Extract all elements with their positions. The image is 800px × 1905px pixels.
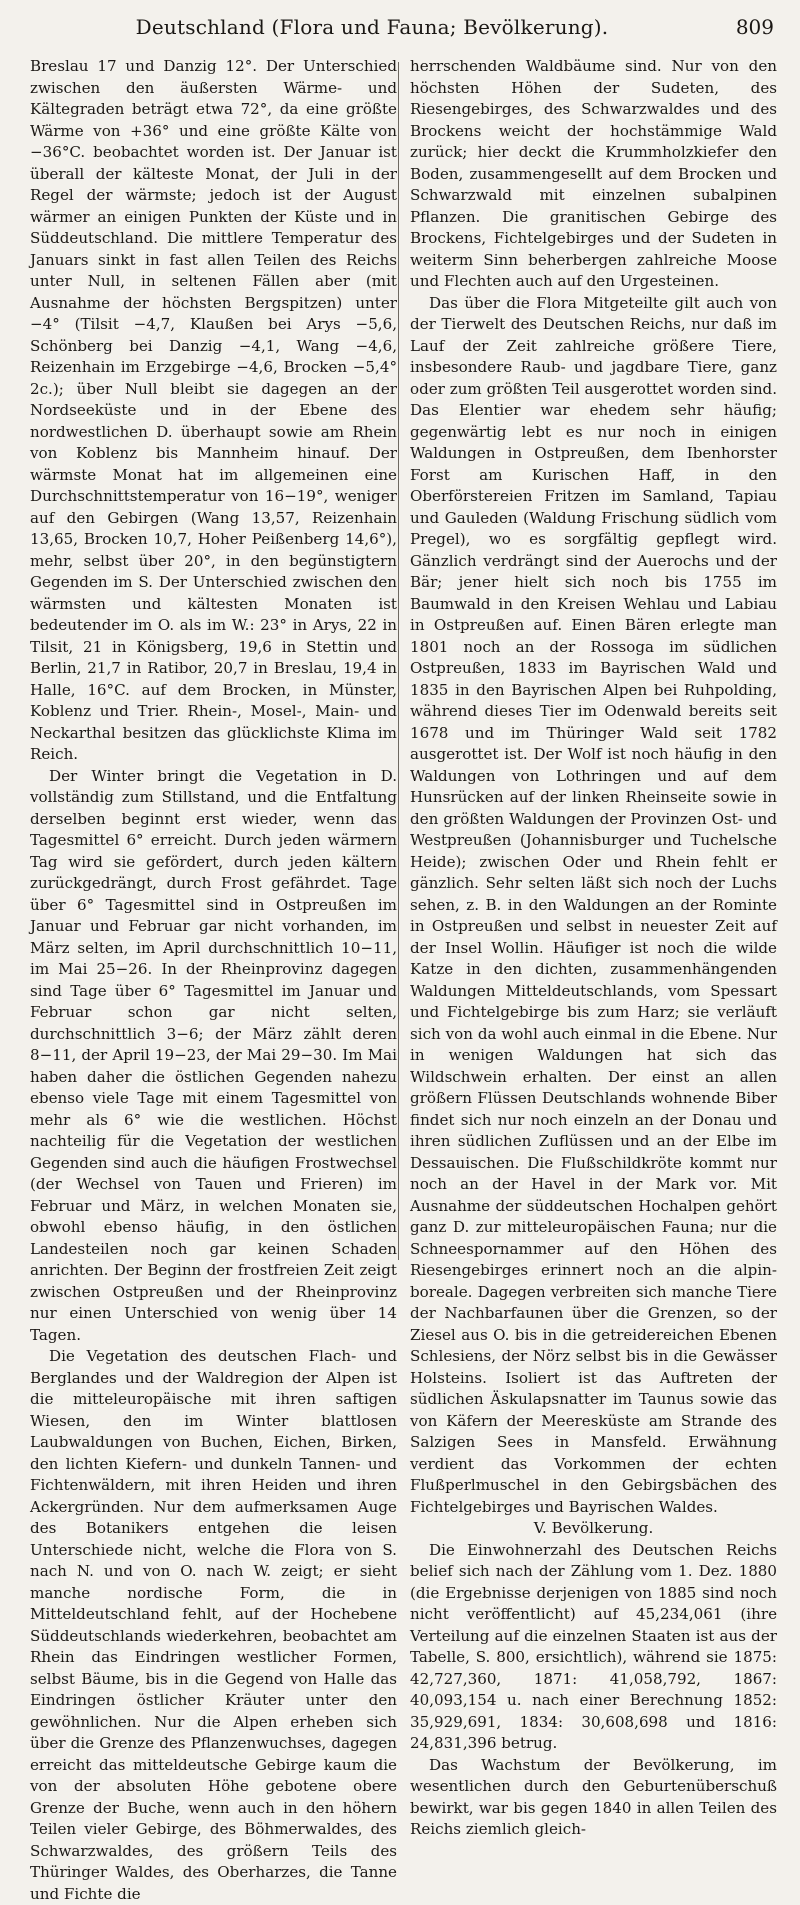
running-head (30, 10, 774, 44)
paragraph-forest-heights: herrschenden Waldbäume sind. Nur von den höchsten Höhen der Sudeten, des Riesengebirges, des Schwarzwaldes und des Brockens weicht der hochstämmige Wald zurück; hier deckt die Krummholzkiefer den Boden, zusammengesellt auf dem Brocken und Schwarzwald mit einzelnen subalpinen Pflanzen. Die granitischen Gebirge des Brockens, Fichtelgebirges und der Sudeten in weiterm Sinn beherbergen zahlreiche Moose und Flechten auch auf den Urgesteinen. (410, 57, 777, 290)
paragraph-climate-temperature: Breslau 17 und Danzig 12°. Der Unterschied zwischen den äußersten Wärme- und Kältegraden beträgt etwa 72°, da eine größte Wärme von +36° und eine größte Kälte von −36°C. beobachtet worden ist. Der Januar ist überall der kälteste Monat, der Juli in der Regel der wärmste; jedoch ist der August wärmer an einigen Punkten der Küste und in Süddeutschland. Die mittlere Temperatur des Januars sinkt in fast allen Teilen des Reichs unter Null, in seltenen Fällen aber (mit Ausnahme der höchsten Bergspitzen) unter −4° (Tilsit −4,7, Klaußen bei Arys −5,6, Schönberg bei Danzig −4,1, Wang −4,6, Reizenhain im Erzgebirge −4,6, Brocken −5,4° 2c.); über Null bleibt sie dagegen an der Nordseeküste und in der Ebene des nordwestlichen D. überhaupt sowie am Rhein von Koblenz bis Mannheim hinauf. Der wärmste Monat hat im allgemeinen eine Durchschnittstemperatur von 16−19°, weniger auf den Gebirgen (Wang 13,57, Reizenhain 13,65, Brocken 10,7, Hoher Peißenberg 14,6°), mehr, selbst über 20°, in den begünstigtern Gegenden im S. Der Unterschied zwischen den wärmsten und kältesten Monaten ist bedeutender im O. als im W.: 23° in Arys, 22 in Tilsit, 21 in Königsberg, 19,6 in Stettin und Berlin, 21,7 in Ratibor, 20,7 in Breslau, 19,4 in Halle, 16°C. auf dem Brocken, in Münster, Koblenz und Trier. Rhein-, Mosel-, Main- und Neckarthal besitzen das glücklichste Klima im Reich. (30, 57, 397, 763)
paragraph-flora: Die Vegetation des deutschen Flach- und Berglandes und der Waldregion der Alpen ist die mitteleuropäische mit ihren saftigen Wiesen, den im Winter blattlosen Laubwaldungen von Buchen, Eichen, Birken, den lichten Kiefern- und dunkeln Tannen- und Fichtenwäldern, mit ihren Heiden und ihren Ackergründen. Nur dem aufmerksamen Auge des Botanikers entgehen die leisen Unterschiede nicht, welche die Flora von S. nach N. und von O. nach W. zeigt; er sieht manche nordische Form, die in Mitteldeutschland fehlt, auf der Hochebene Süddeutschlands wiederkehren, beobachtet am Rhein das Eindringen westlicher Formen, selbst Bäume, bis in die Gegend von Halle das Eindringen östlicher Kräuter unter den gewöhnlichen. Nur die Alpen erheben sich über die Grenze des Pflanzenwuchses, dagegen erreicht das mitteldeutsche Gebirge kaum die von der absoluten Höhe gebotene obere Grenze der Buche, wenn auch in den höhern Teilen vieler Gebirge, des Böhmerwaldes, des Schwarzwaldes, des größern Teils des Thüringer Waldes, des Oberharzes, die Tanne und Fichte die (30, 1347, 397, 1903)
paragraph-population-count: Die Einwohnerzahl des Deutschen Reichs belief sich nach der Zählung vom 1. Dez. 1880 (die Ergebnisse derjenigen von 1885 sind noch nicht veröffentlicht) auf 45,234,061 (ihre Verteilung auf die einzelnen Staaten ist aus der Tabelle, S. 800, ersichtlich), während sie 1875: 42,727,360, 1871: 41,058,792, 1867: 40,093,154 u. nach einer Berechnung 1852: 35,929,691, 1834: 30,608,698 und 1816: 24,831,396 betrug. (410, 1540, 777, 1752)
page-title: Deutschland (Flora und Fauna; Bevölkerung). (135, 15, 609, 39)
paragraph-fauna: Das über die Flora Mitgeteilte gilt auch von der Tierwelt des Deutschen Reichs, nur daß im Lauf der Zeit zahlreiche größere Tiere, insbesondere Raub- und jagdbare Tiere, ganz oder zum größten Teil ausgerottet worden sind. Das Elentier war ehedem sehr häufig; gegenwärtig lebt es nur noch in einigen Waldungen in Ostpreußen, dem Ibenhorster Forst am Kurischen Haff, in den Oberförstereien Fritzen im Samland, Tapiau und Gauleden (Waldung Frischung südlich vom Pregel), wo es sorgfältig gepflegt wird. Gänzlich verdrängt sind der Auerochs und der Bär; jener hielt sich noch bis 1755 im Baumwald in den Kreisen Wehlau und Labiau in Ostpreußen auf. Einen Bären erlegte man 1801 noch an der Rossoga im südlichen Ostpreußen, 1833 im Bayrischen Wald und 1835 in den Bayrischen Alpen bei Ruhpolding, während dieses Tier im Odenwald bereits seit 1678 und im Thüringer Wald seit 1782 ausgerottet ist. Der Wolf ist noch häufig in den Waldungen von Lothringen und auf dem Hunsrücken auf der linken Rheinseite sowie in den größten Waldungen der Provinzen Ost- und Westpreußen (Johannisburger und Tuchelsche Heide); zwischen Oder und Rhein fehlt er gänzlich. Sehr selten läßt sich noch der Luchs sehen, z. B. in den Waldungen an der Rominte in Ostpreußen und selbst in neuester Zeit auf der Insel Wollin. Häufiger ist noch die wilde Katze in den dichten, zusammenhängenden Waldungen Mitteldeutschlands, vom Spessart und Fichtelgebirge bis zum Harz; sie verläuft sich von da wohl auch einmal in die Ebene. Nur in wenigen Waldungen hat sich das Wildschwein erhalten. Der einst an allen größern Flüssen Deutschlands wohnende Biber findet sich nur noch einzeln an der Donau und ihren südlichen Zuflüssen und an der Elbe im Dessauischen. Die Flußschildkröte kommt nur noch an der Havel in der Mark vor. Mit Ausnahme der süddeutschen Hochalpen gehört ganz D. zur mitteleuropäischen Fauna; nur die Schneespornammer auf den Höhen des Riesengebirges erinnert noch an die alpin-boreale. Dagegen verbreiten sich manche Tiere der Nachbarfaunen über die Grenzen, so der Ziesel aus O. bis in die getreidereichen Ebenen Schlesiens, der Nörz selbst bis in die Gewässer Holsteins. Isoliert ist das Auftreten der südlichen Äskulapsnatter im Taunus sowie das von Käfern der Meeresküste am Strande des Salzigen Sees in Mansfeld. Erwähnung verdient das Vorkommen der echten Flußperlmuschel in den Gebirgsbächen des Fichtelgebirges und Bayrischen Waldes. (410, 293, 777, 1516)
page-number: 809 (735, 15, 774, 39)
column-divider (398, 62, 399, 1260)
left-column (30, 56, 397, 1905)
right-column (410, 56, 777, 1841)
paragraph-population-growth: Das Wachstum der Bevölkerung, im wesentlichen durch den Geburtenüberschuß bewirkt, war bis gegen 1840 in allen Teilen des Reichs ziemlich gleich- (410, 1755, 777, 1838)
paragraph-winter-vegetation: Der Winter bringt die Vegetation in D. vollständig zum Stillstand, und die Entfaltung derselben beginnt erst wieder, wenn das Tagesmittel 6° erreicht. Durch jeden wärmern Tag wird sie gefördert, durch jeden kältern zurückgedrängt, durch Frost gefährdet. Tage über 6° Tagesmittel sind in Ostpreußen im Januar und Februar gar nicht vorhanden, im März selten, im April durchschnittlich 10−11, im Mai 25−26. In der Rheinprovinz dagegen sind Tage über 6° Tagesmittel im Januar und Februar schon gar nicht selten, durchschnittlich 3−6; der März zählt deren 8−11, der April 19−23, der Mai 29−30. Im Mai haben daher die östlichen Gegenden nahezu ebenso viele Tage mit einem Tagesmittel von mehr als 6° wie die westlichen. Höchst nachteilig für die Vegetation der westlichen Gegenden sind auch die häufigen Frostwechsel (der Wechsel von Tauen und Frieren) im Februar und März, in welchen Monaten sie, obwohl ebenso häufig, in den östlichen Landesteilen noch gar keinen Schaden anrichten. Der Beginn der frostfreien Zeit zeigt zwischen Ostpreußen und der Rheinprovinz nur einen Unterschied von wenig über 14 Tagen. (30, 766, 397, 1344)
section-heading-population: V. Bevölkerung. (533, 1519, 654, 1537)
